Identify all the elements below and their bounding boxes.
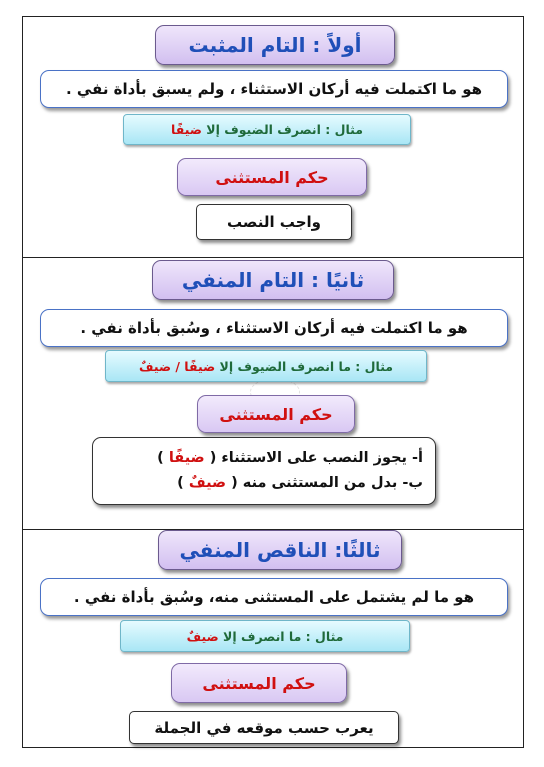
section2-example-highlight: ضيفًا / ضيفٌ (138, 358, 216, 374)
section1-example-text (171, 122, 363, 137)
section3-rule-heading-text: حكم المستثنى (202, 673, 316, 693)
section2-example (105, 350, 427, 382)
section1-title-text: أولاً : التام المثبت (188, 33, 362, 57)
section2-definition-text: هو ما اكتملت فيه أركان الاستثناء ، وسُبق بأداة نفي . (80, 319, 468, 337)
section2-definition (40, 309, 508, 347)
section1-definition (40, 70, 508, 108)
section2-rule-a-highlight: ضيفًا (168, 450, 205, 466)
section3-title (158, 530, 402, 570)
section2-rule-heading-text: حكم المستثنى (219, 404, 333, 424)
section1-example (123, 114, 411, 145)
section2-rule-a (157, 446, 423, 471)
section2-example-text (139, 359, 393, 374)
section2-title (152, 260, 394, 300)
section2-rule-a-suffix: ) (157, 450, 169, 466)
section1-example-prefix: مثال : انصرف الضيوف إلا (201, 122, 363, 137)
section2-example-prefix: مثال : ما انصرف الضيوف إلا (215, 358, 394, 374)
section1-rule-text: واجب النصب (227, 213, 321, 231)
section2-rule-a-prefix: أ- يجوز النصب على الاستثناء ( (204, 450, 423, 466)
section3-example-highlight: ضيفٌ (186, 628, 219, 644)
section1-rule-heading (177, 158, 367, 196)
section3-example-prefix: مثال : ما انصرف إلا (218, 628, 344, 644)
section3-rule-heading (171, 663, 347, 703)
section2-rule-heading (197, 395, 355, 433)
section2-title-text: ثانيًا : التام المنفي (181, 268, 365, 292)
section2-rule-b-prefix: ب- بدل من المستثنى منه ( (226, 475, 423, 491)
section3-example (120, 620, 410, 652)
section3-rule-text: يعرب حسب موقعه في الجملة (154, 718, 374, 737)
section2-rule-b-highlight: ضيفٌ (188, 475, 227, 491)
section2-rule-b-suffix: ) (177, 475, 189, 491)
section1-definition-text: هو ما اكتملت فيه أركان الاستثناء ، ولم يسبق بأداة نفي . (65, 80, 483, 98)
section1-title (155, 25, 395, 65)
section1-rule-heading-text: حكم المستثنى (215, 167, 329, 187)
section3-rule (129, 711, 399, 744)
section3-title-text: ثالثًا: الناقص المنفي (179, 538, 381, 562)
section3-definition-text: هو ما لم يشتمل على المستثنى منه، وسُبق بأداة نفي . (73, 588, 475, 606)
section2-rule (92, 437, 436, 505)
section2-rule-b (177, 471, 423, 496)
section1-rule (196, 204, 352, 240)
section-divider (23, 257, 523, 258)
section3-definition (40, 578, 508, 616)
section3-example-text (187, 629, 344, 644)
section1-example-highlight: ضيفًا (171, 122, 202, 137)
